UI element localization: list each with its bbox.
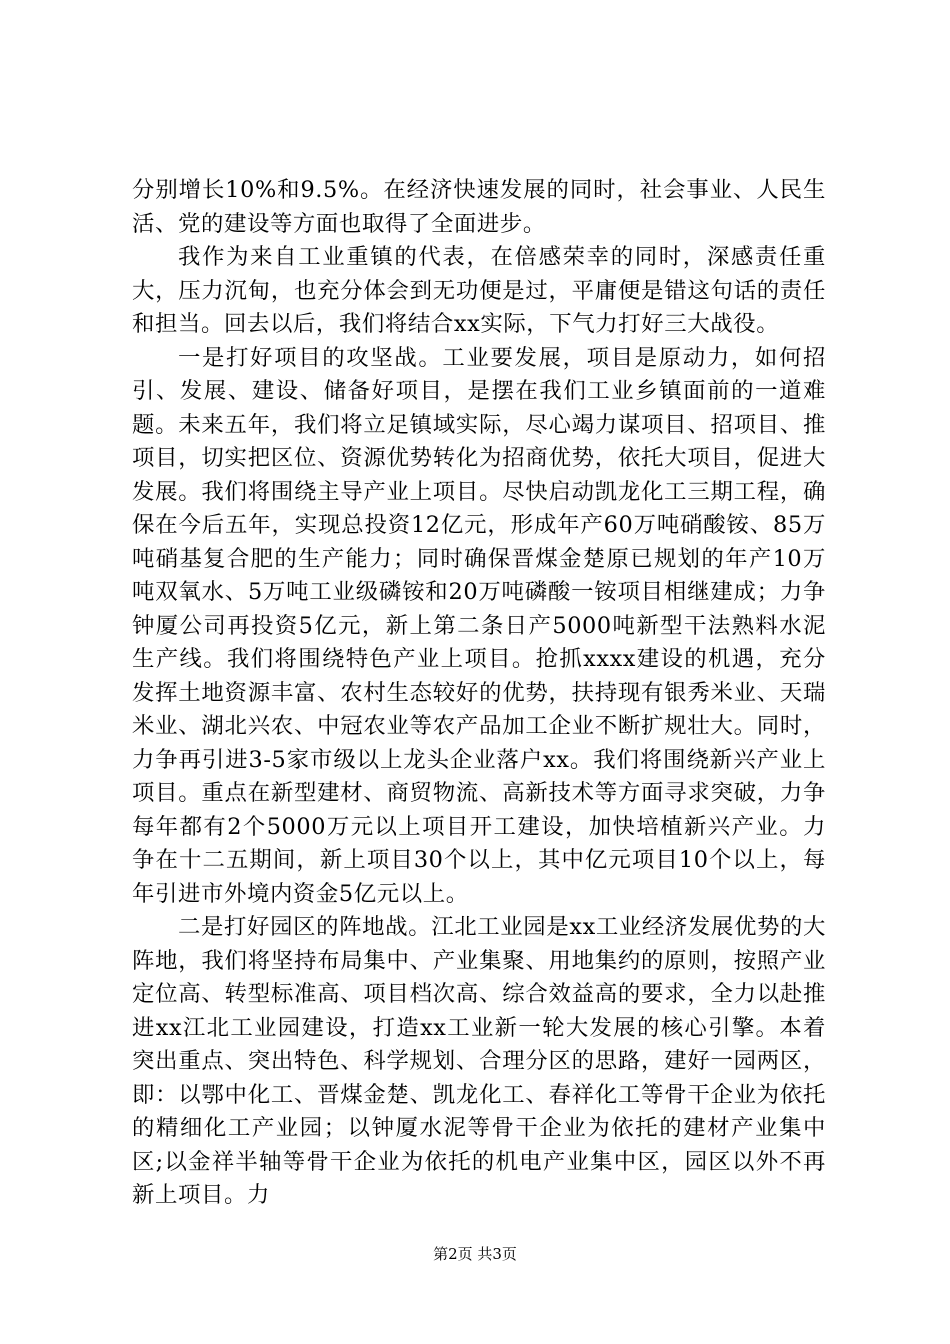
body-text — [132, 174, 826, 1213]
paragraph-project-battle: 一是打好项目的攻坚战。工业要发展，项目是原动力，如何招引、发展、建设、储备好项目，是摆在我们工业乡镇面前的一道难题。未来五年，我们将立足镇域实际，尽心竭力谋项目、招项目、推项目，切实把区位、资源优势转化为招商优势，依托大项目，促进大发展。我们将围绕主导产业上项目。尽快启动凯龙化工三期工程，确保在今后五年，实现总投资12亿元，形成年产60万吨硝酸铵、85万吨硝基复合肥的生产能力；同时确保晋煤金楚原已规划的年产10万吨双氧水、5万吨工业级磷铵和20万吨磷酸一铵项目相继建成；力争钟厦公司再投资5亿元，新上第二条日产5000吨新型干法熟料水泥生产线。我们将围绕特色产业上项目。抢抓xxxx建设的机遇，充分发挥土地资源丰富、农村生态较好的优势，扶持现有银秀米业、天瑞米业、湖北兴农、中冠农业等农产品加工企业不断扩规壮大。同时，力争再引进3-5家市级以上龙头企业落户xx。我们将围绕新兴产业上项目。重点在新型建材、商贸物流、高新技术等方面寻求突破，力争每年都有2个5000万元以上项目开工建设，加快培植新兴产业。力争在十二五期间，新上项目30个以上，其中亿元项目10个以上，每年引进市外境内资金5亿元以上。 — [132, 344, 826, 907]
paragraph-park-battle: 二是打好园区的阵地战。江北工业园是xx工业经济发展优势的大阵地，我们将坚持布局集中、产业集聚、用地集约的原则，按照产业定位高、转型标准高、项目档次高、综合效益高的要求，全力以赴推进xx江北工业园建设，打造xx工业新一轮大发展的核心引擎。本着突出重点、突出特色、科学规划、合理分区的思路，建好一园两区，即：以鄂中化工、晋煤金楚、凯龙化工、春祥化工等骨干企业为依托的精细化工产业园；以钟厦水泥等骨干企业为依托的建材产业集中区;以金祥半轴等骨干企业为依托的机电产业集中区，园区以外不再新上项目。力 — [132, 914, 826, 1208]
paragraph-continuation: 分别增长10%和9.5%。在经济快速发展的同时，社会事业、人民生活、党的建设等方面也取得了全面进步。 — [132, 177, 826, 237]
page-footer: 第2页 共3页 — [433, 1245, 517, 1263]
paragraph-representative: 我作为来自工业重镇的代表，在倍感荣幸的同时，深感责任重大，压力沉甸，也充分体会到无功便是过，平庸便是错这句话的责任和担当。回去以后，我们将结合xx实际，下气力打好三大战役。 — [132, 244, 826, 337]
